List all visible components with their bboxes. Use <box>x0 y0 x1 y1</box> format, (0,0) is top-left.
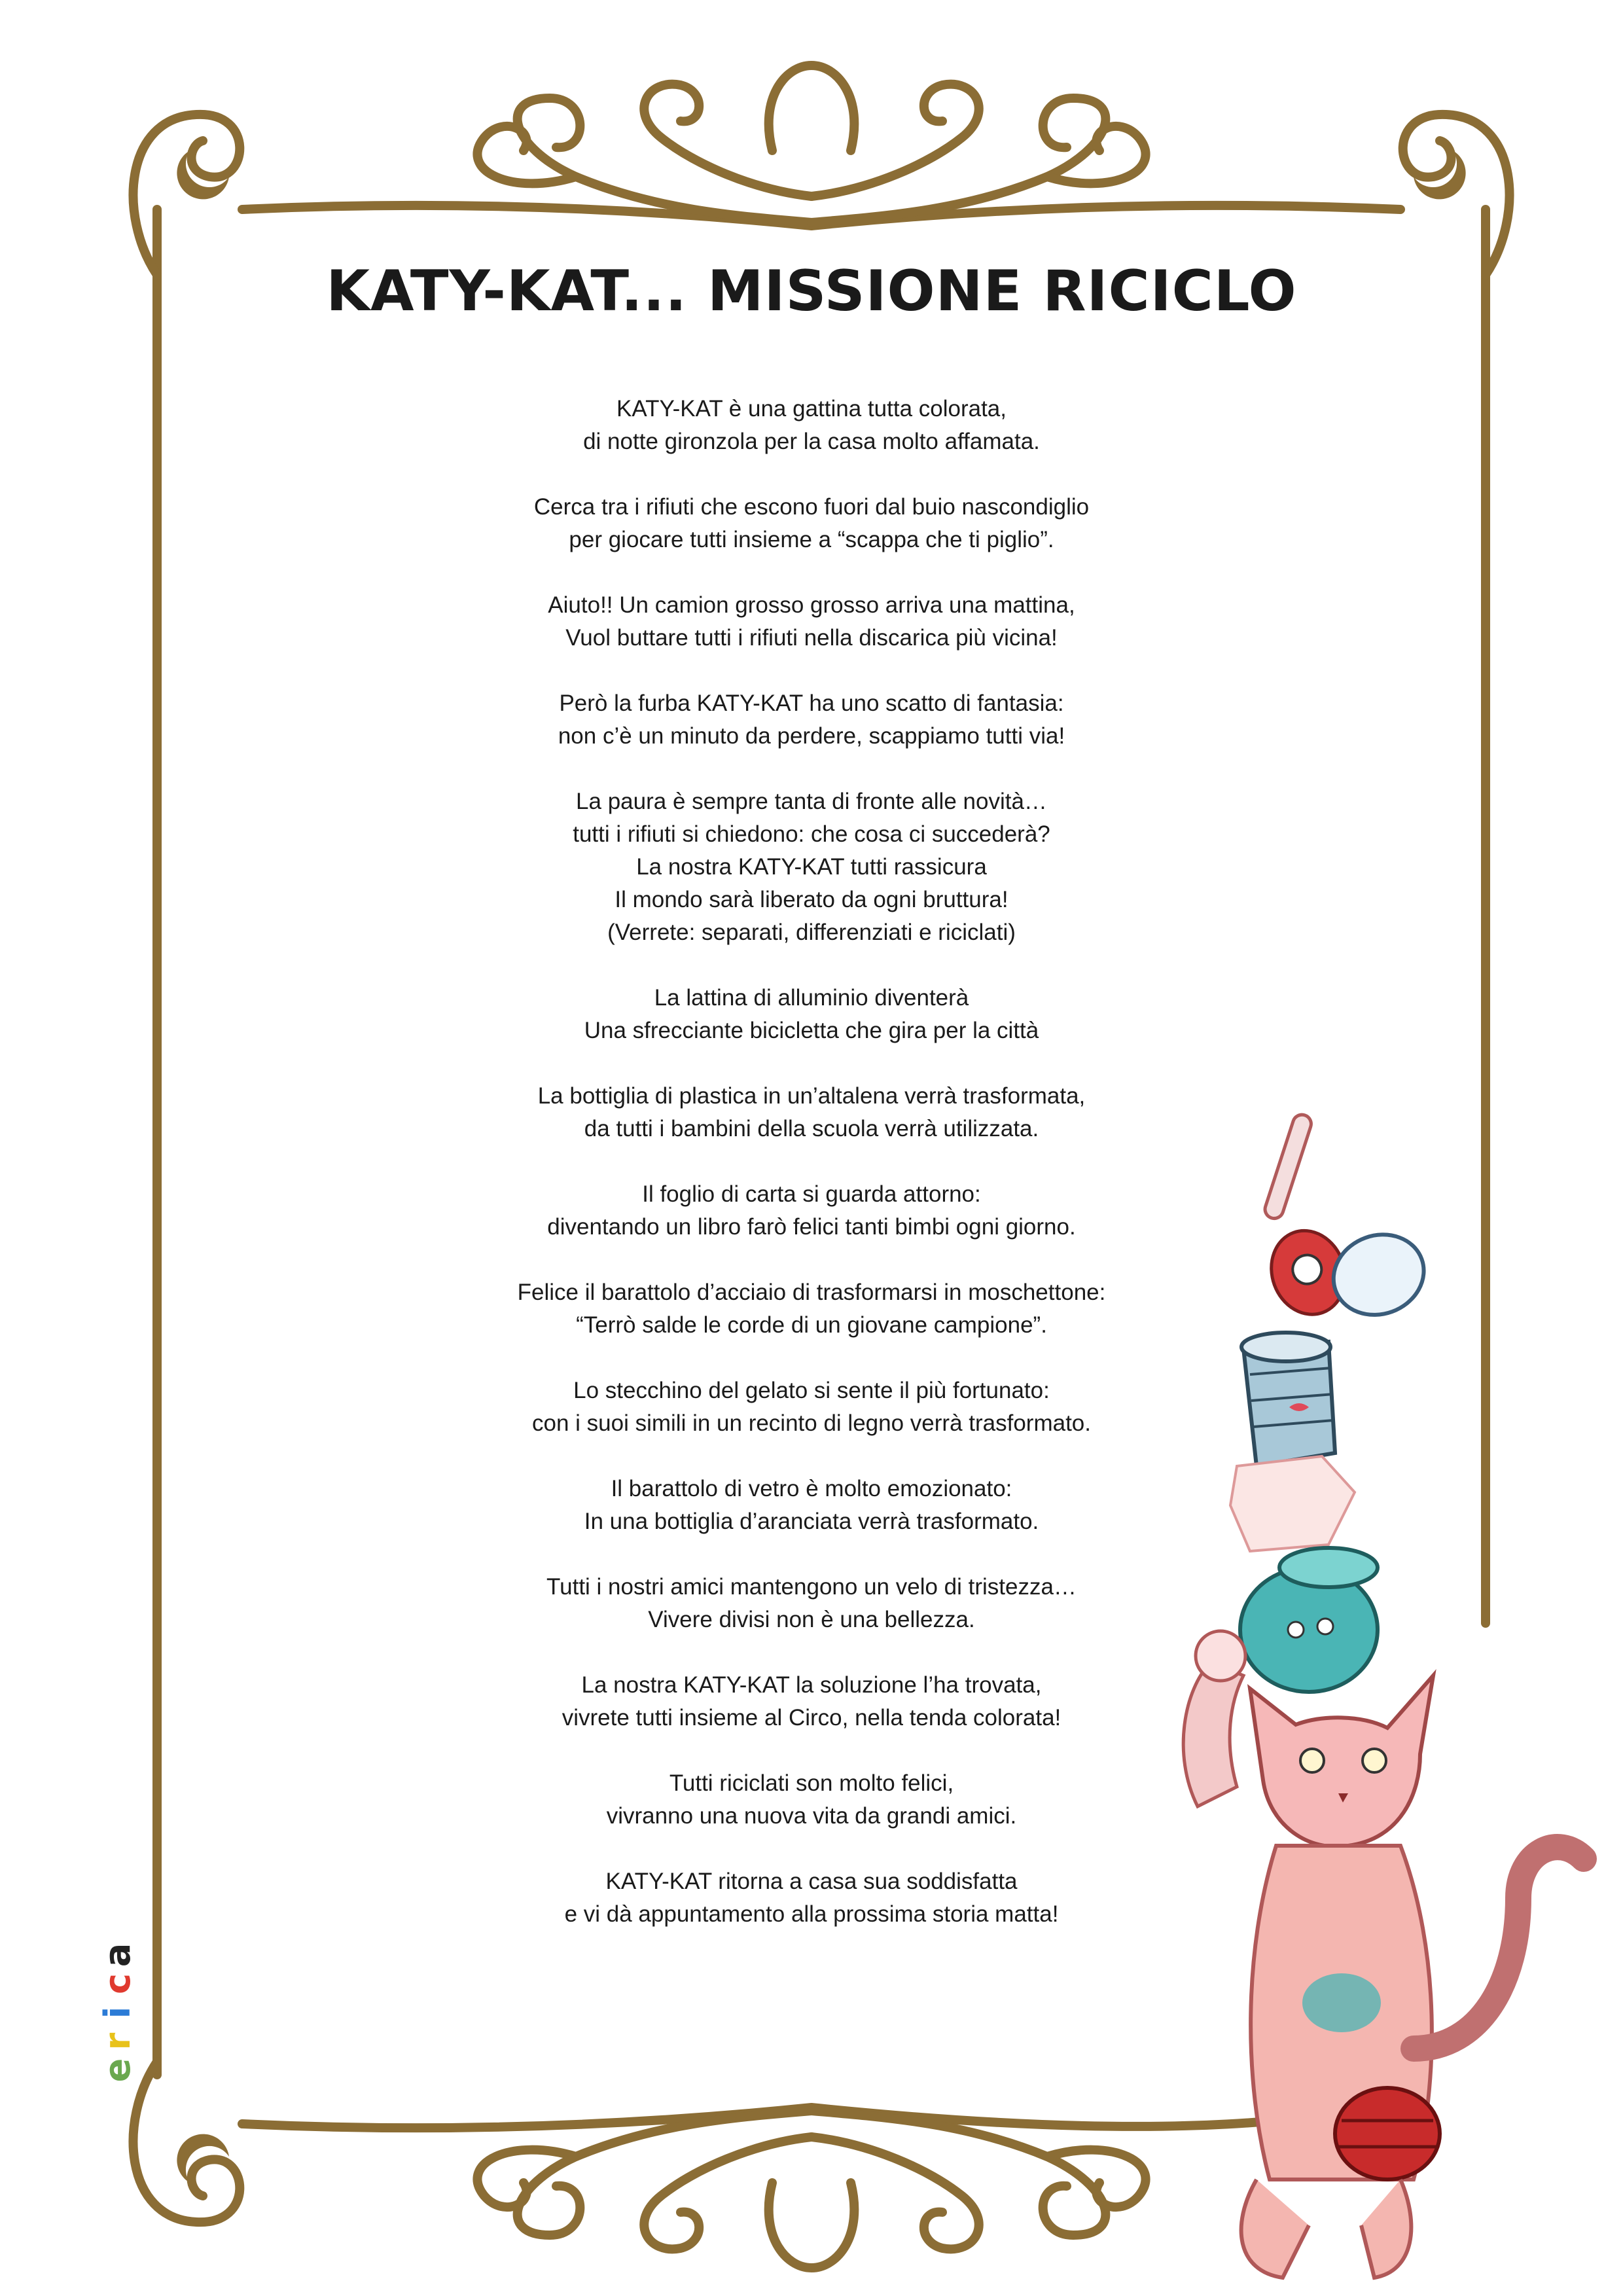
poem-line: (Verrete: separati, differenziati e riciclati) <box>607 920 1016 945</box>
logo-letter: e <box>97 2058 138 2083</box>
erica-logo <box>98 1937 137 2081</box>
poem-stanza <box>353 589 1270 655</box>
poem-line: Felice il barattolo d’acciaio di trasformarsi in moschettone: <box>517 1280 1106 1305</box>
poem-line: Tutti i nostri amici mantengono un velo di tristezza… <box>546 1574 1077 1600</box>
cat-eye-left <box>1300 1749 1324 1772</box>
cat-recycling-illustration <box>1113 1100 1623 2296</box>
top-ornament-far-left <box>477 126 576 183</box>
poem-line: di notte gironzola per la casa molto affamata. <box>583 429 1040 454</box>
poem-line: La bottiglia di plastica in un’altalena verrà trasformata, <box>537 1083 1086 1109</box>
corner-scroll-top-right <box>1403 115 1510 275</box>
page-title: KATY-KAT... MISSIONE RICICLO <box>326 259 1297 324</box>
bottom-ornament-far-left <box>477 2150 576 2207</box>
poem-line: Cerca tra i rifiuti che escono fuori dal buio nascondiglio <box>533 494 1090 520</box>
cat-red-ball <box>1335 2088 1440 2179</box>
glass-jar <box>1240 1548 1378 1692</box>
poem-line: Vuol buttare tutti i rifiuti nella discarica più vicina! <box>565 625 1058 651</box>
poem-line: vivranno una nuova vita da grandi amici. <box>606 1803 1017 1829</box>
poem-stanza <box>353 687 1270 753</box>
cat-tail <box>1414 1847 1584 2049</box>
bottom-ornament-crest <box>769 2183 855 2268</box>
top-ornament-inner-right <box>812 84 979 196</box>
poem-line: vivrete tutti insieme al Circo, nella tenda colorata! <box>562 1705 1061 1731</box>
cat-legs <box>1241 2179 1412 2278</box>
poem-line: KATY-KAT ritorna a casa sua soddisfatta <box>605 1869 1018 1894</box>
poem-line: La nostra KATY-KAT tutti rassicura <box>636 854 987 880</box>
poem-line: con i suoi simili in un recinto di legno verrà trasformato. <box>532 1410 1091 1436</box>
poem-line: Il mondo sarà liberato da ogni bruttura! <box>615 887 1008 912</box>
paper-sheet <box>1230 1456 1355 1551</box>
poem-line: KATY-KAT è una gattina tutta colorata, <box>616 396 1007 422</box>
poem-line: per giocare tutti insieme a “scappa che ti piglio”. <box>569 527 1054 552</box>
cat-raised-arm <box>1183 1662 1243 1806</box>
corner-scroll-top-left <box>134 115 240 275</box>
poem-line: diventando un libro farò felici tanti bimbi ogni giorno. <box>547 1214 1076 1240</box>
bottom-ornament-inner-right <box>812 2137 979 2249</box>
bottom-ornament-inner-left <box>644 2137 812 2249</box>
logo-letter: r <box>97 2032 138 2051</box>
steel-can <box>1241 1333 1335 1466</box>
top-ornament-crest <box>769 65 855 151</box>
top-ornament-inner-left <box>644 84 812 196</box>
top-ornament-far-right <box>1047 126 1146 183</box>
cat-paw <box>1196 1631 1245 1681</box>
poem-line: La paura è sempre tanta di fronte alle novità… <box>576 789 1047 814</box>
poem-line: “Terrò salde le corde di un giovane campione”. <box>576 1312 1047 1338</box>
ice-cream-stick <box>1262 1113 1313 1221</box>
cat-eye-right <box>1363 1749 1386 1772</box>
poem-line: Vivere divisi non è una bellezza. <box>648 1607 975 1632</box>
poem-line: Il barattolo di vetro è molto emozionato: <box>611 1476 1012 1501</box>
poem-stanza <box>353 982 1270 1047</box>
logo-letter: c <box>97 1973 138 1995</box>
logo-letter: a <box>97 1943 138 1967</box>
poem-line: Una sfrecciante bicicletta che gira per la città <box>584 1018 1039 1043</box>
poem-line: non c’è un minuto da perdere, scappiamo tutti via! <box>558 723 1065 749</box>
cat-belly-spot <box>1302 1973 1381 2032</box>
poem-line: da tutti i bambini della scuola verrà utilizzata. <box>584 1116 1039 1141</box>
poem-line: Però la furba KATY-KAT ha uno scatto di fantasia: <box>559 691 1064 716</box>
poem-line: In una bottiglia d’aranciata verrà trasformato. <box>584 1509 1039 1534</box>
aluminium-can <box>1260 1194 1435 1346</box>
poem-line: La nostra KATY-KAT la soluzione l’ha trovata, <box>581 1672 1042 1698</box>
cat-head <box>1250 1676 1433 1847</box>
logo-letter: i <box>97 2006 138 2019</box>
poem-line: tutti i rifiuti si chiedono: che cosa ci succederà? <box>573 821 1050 847</box>
poem-stanza <box>353 491 1270 556</box>
poem-line: e vi dà appuntamento alla prossima storia matta! <box>564 1901 1059 1927</box>
poem-line: Lo stecchino del gelato si sente il più fortunato: <box>573 1378 1050 1403</box>
poem-stanza <box>353 393 1270 458</box>
poem-stanza <box>353 785 1270 949</box>
poem-line: Il foglio di carta si guarda attorno: <box>642 1181 981 1207</box>
poem-line: La lattina di alluminio diventerà <box>654 985 969 1011</box>
katy-kat-cat <box>1183 1631 1584 2278</box>
poem-line: Aiuto!! Un camion grosso grosso arriva una mattina, <box>548 592 1075 618</box>
poem-line: Tutti riciclati son molto felici, <box>669 1770 954 1796</box>
